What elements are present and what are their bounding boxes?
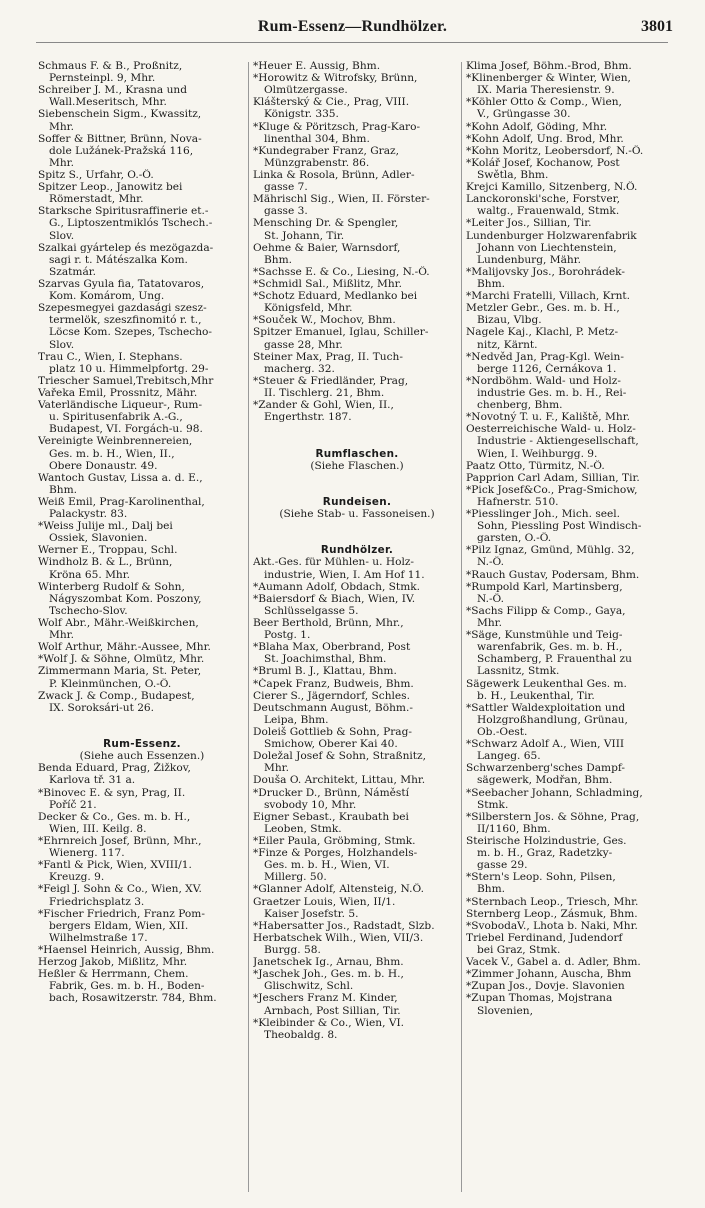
entry-line: Stmk. — [477, 798, 509, 811]
entry-line: Arnbach, Post Sillian, Tir. — [264, 1004, 401, 1017]
entry-line: Eigner Sebast., Kraubath bei — [253, 810, 409, 823]
entry-line: Deutschmann August, Böhm.- — [253, 701, 413, 714]
entry-line: Oehme & Baier, Warnsdorf, — [253, 241, 401, 254]
entry-line: N.-Ö. — [477, 592, 504, 605]
entry-line: *SvobodaV., Lhota b. Naki, Mhr. — [466, 919, 638, 932]
entry-line: Burgg. 58. — [264, 943, 321, 956]
entry-line: Mhr. — [477, 617, 502, 630]
column-divider — [461, 62, 462, 1192]
entry-line: *Köhler Otto & Comp., Wien, — [466, 96, 622, 109]
entry-line: Lundenburger Holzwarenfabrik — [466, 229, 637, 242]
entry-line: Palackystr. 83. — [49, 508, 128, 521]
entry-line: Postg. 1. — [264, 629, 311, 642]
entry-line: macherg. 32. — [264, 362, 335, 375]
entry-line: *Jeschers Franz M. Kinder, — [253, 992, 398, 1005]
entry-line: Tschecho-Slov. — [49, 604, 128, 617]
entry-line: *Klinenberger & Winter, Wien, — [466, 72, 631, 85]
entry-line: *Säge, Kunstmühle und Teig- — [466, 629, 623, 642]
entry-line: G., Liptoszentmiklós Tschech.- — [49, 217, 213, 230]
entry-line: dole Lužánek-Pražská 116, — [49, 144, 194, 157]
entry-line: *Aumann Adolf, Obdach, Stmk. — [253, 580, 421, 593]
section-heading: Rum-Essenz. — [103, 738, 181, 751]
entry-line: nitz, Kärnt. — [477, 338, 538, 351]
entry-line: gasse 3. — [264, 205, 308, 218]
entry-line: *Pilz Ignaz, Gmünd, Mühlg. 32, — [466, 544, 635, 557]
entry-line: Nágyszombat Kom. Poszony, — [49, 592, 202, 605]
entry-line: *Kluge & Pöritzsch, Prag-Karo- — [253, 120, 421, 133]
entry-line: *Piesslinger Joh., Mich. seel. — [466, 508, 621, 521]
entry-line: *Finze & Porges, Holzhandels- — [253, 847, 418, 860]
entry-line: *Heuer E. Aussig, Bhm. — [253, 60, 381, 72]
entry-line: Heßler & Herrmann, Chem. — [38, 968, 189, 981]
entry-line: *Bruml B. J., Klattau, Bhm. — [253, 665, 397, 678]
entry-line: Johann von Liechtenstein, — [477, 241, 617, 254]
page-header — [0, 14, 705, 40]
entry-line: Szatmár. — [49, 265, 97, 278]
entry-line: Lundenburg, Mähr. — [477, 253, 581, 266]
entry-line: gasse 28, Mhr. — [264, 338, 343, 351]
page-number: 3801 — [641, 18, 673, 35]
entry-line: Pernsteinpl. 9, Mhr. — [49, 72, 156, 85]
entry-line: Vařeka Emil, Prossnitz, Mähr. — [38, 386, 198, 399]
spacer — [253, 435, 461, 447]
entry-line: Vereinigte Weinbrennereien, — [38, 435, 193, 448]
column-1 — [38, 60, 246, 1005]
entry-line: Leipa, Bhm. — [264, 713, 329, 726]
entry-line: gasse 7. — [264, 181, 308, 194]
entry-line: *Kohn Adolf, Göding, Mhr. — [466, 120, 608, 133]
entry-line: *Ehrnreich Josef, Brünn, Mhr., — [38, 835, 202, 847]
entry-line: P. Kleinmünchen, O.-Ö. — [49, 677, 172, 690]
header-rule — [36, 42, 668, 43]
entry-line: Triebel Ferdinand, Judendorf — [466, 931, 623, 944]
entry-line: Slov. — [49, 229, 75, 242]
entry-line: Wantoch Gustav, Lissa a. d. E., — [38, 471, 203, 484]
section-note: (Siehe Stab- u. Fassoneisen.) — [279, 508, 435, 521]
entry-line: Schlüsselgasse 5. — [264, 604, 359, 617]
entry-line: Siebenschein Sigm., Kwassitz, — [38, 108, 202, 121]
spacer — [253, 484, 461, 496]
entry-line: Schmaus F. & B., Proßnitz, — [38, 60, 183, 72]
entry-line: Leoben, Stmk. — [264, 822, 342, 835]
entry-line: *Malijovsky Jos., Borohrádek- — [466, 265, 625, 278]
entry-line: sägewerk, Modřan, Bhm. — [477, 774, 613, 787]
entry-line: Hafnerstr. 510. — [477, 495, 559, 508]
entry-line: Szalkai gyártelep és mezögazda- — [38, 241, 214, 254]
entry-line: Königsfeld, Mhr. — [264, 302, 353, 315]
entry-line: *Zimmer Johann, Auscha, Bhm — [466, 968, 632, 981]
entry-line: *Rumpold Karl, Martinsberg, — [466, 580, 623, 593]
entry-line: Münzgrabenstr. 86. — [264, 156, 370, 169]
entry-line: termelök, szeszfinomitó r. t., — [49, 314, 202, 327]
entry-line: Ossiek, Slavonien. — [49, 532, 148, 545]
entry-line: *Pick Josef&Co., Prag-Smichow, — [466, 483, 638, 496]
entry-line: Wall.Meseritsch, Mhr. — [49, 96, 167, 109]
spacer — [38, 714, 246, 726]
entry-line: Lassnitz, Stmk. — [477, 665, 560, 678]
entry-line: Kom. Komárom, Ung. — [49, 290, 165, 303]
entry-line: Lanckoronski'sche, Forstver, — [466, 193, 620, 206]
entry-line: Löcse Kom. Szepes, Tschecho- — [49, 326, 213, 339]
entry-line: Metzler Gebr., Ges. m. b. H., — [466, 302, 620, 315]
entry-line: Windholz B. & L., Brünn, — [38, 556, 173, 569]
entry-line: *Zupan Thomas, Mojstrana — [466, 992, 613, 1005]
entry-line: waltg., Frauenwald, Stmk. — [477, 205, 620, 218]
entry-line: Schwarzenberg'sches Dampf- — [466, 762, 625, 775]
entry-line: Graetzer Louis, Wien, II/1. — [253, 895, 396, 908]
entry-line: Mensching Dr. & Spengler, — [253, 217, 399, 230]
entry-line: berge 1126, Černákova 1. — [477, 362, 617, 375]
entry-line: Olmützergasse. — [264, 84, 348, 97]
entry-line: linenthal 304, Bhm. — [264, 132, 370, 145]
entry-line: Doležal Josef & Sohn, Straßnitz, — [253, 750, 427, 763]
entry-line: Glischwitz, Schl. — [264, 980, 354, 993]
entry-line: bach, Rosawitzerstr. 784, Bhm. — [49, 992, 217, 1005]
entry-line: Oesterreichische Wald- u. Holz- — [466, 423, 636, 436]
entry-line: Bhm. — [49, 483, 78, 496]
column-3 — [466, 60, 674, 1017]
entry-line: Krejci Kamillo, Sitzenberg, N.Ö. — [466, 181, 638, 194]
entry-line: *Sattler Waldexploitation und — [466, 701, 626, 714]
entry-line: Janetschek Ig., Arnau, Bhm. — [253, 956, 404, 969]
entry-line: Bhm. — [264, 253, 293, 266]
entry-line: Wolf Abr., Mähr.-Weißkirchen, — [38, 617, 199, 630]
entry-line: Winterberg Rudolf & Sohn, — [38, 580, 185, 593]
entry-line: *Silberstern Jos. & Söhne, Prag, — [466, 810, 640, 823]
entry-line: Holzgroßhandlung, Grünau, — [477, 713, 628, 726]
entry-line: *Zupan Jos., Dovje. Slavonien — [466, 980, 625, 993]
entry-line: *Weiss Julije ml., Dalj bei — [38, 520, 173, 533]
entry-line: *Horowitz & Witrofsky, Brünn, — [253, 72, 418, 85]
entry-line: *Steuer & Friedländer, Prag, — [253, 374, 409, 387]
entry-line: Papprion Carl Adam, Sillian, Tir. — [466, 471, 640, 484]
entry-line: Steirische Holzindustrie, Ges. — [466, 835, 627, 847]
entry-line: Mhr. — [264, 762, 289, 775]
entry-line: *Souček W., Mochov, Bhm. — [253, 314, 396, 327]
entry-line: Ob.-Oest. — [477, 726, 528, 739]
section-heading: Rundeisen. — [322, 495, 392, 508]
entry-line: *Fantl & Pick, Wien, XVIII/1. — [38, 859, 192, 872]
entry-line: Decker & Co., Ges. m. b. H., — [38, 810, 191, 823]
page-title: Rum-Essenz—Rundhölzer. — [257, 18, 448, 35]
entry-line: *Fischer Friedrich, Franz Pom- — [38, 907, 205, 920]
entry-line: Klima Josef, Böhm.-Brod, Bhm. — [466, 60, 632, 72]
entry-line: Soffer & Bittner, Brünn, Nova- — [38, 132, 202, 145]
entry-line: Weiß Emil, Prag-Karolinenthal, — [38, 495, 205, 508]
entry-line: V., Grüngasse 30. — [477, 108, 571, 121]
entry-line: Poříč 21. — [49, 798, 97, 811]
entry-line: warenfabrik, Ges. m. b. H., — [477, 641, 623, 654]
entry-line: *Seebacher Johann, Schladming, — [466, 786, 643, 799]
entry-line: Wienerg. 117. — [49, 847, 125, 860]
entry-line: *Schotz Eduard, Medlanko bei — [253, 290, 418, 303]
entry-line: St. Joachimsthal, Bhm. — [264, 653, 387, 666]
entry-line: *Kohn Moritz, Leobersdorf, N.-Ö. — [466, 144, 644, 157]
section-heading: Rundhölzer. — [320, 544, 394, 557]
entry-line: Schreiber J. M., Krasna und — [38, 84, 187, 97]
entry-line: *Habersatter Jos., Radstadt, Slzb. — [253, 919, 435, 932]
spacer — [253, 472, 461, 484]
entry-line: Engerthstr. 187. — [264, 411, 352, 424]
column-2 — [253, 60, 461, 1041]
entry-line: *Feigl J. Sohn & Co., Wien, XV. — [38, 883, 202, 896]
entry-line: IX. Maria Theresienstr. 9. — [477, 84, 615, 97]
entry-line: *Nedvěd Jan, Prag-Kgl. Wein- — [466, 350, 624, 363]
entry-line: *Schmidl Sal., Mißlitz, Mhr. — [253, 277, 402, 290]
entry-line: *Nordböhm. Wald- und Holz- — [466, 374, 621, 387]
entry-line: *Sternbach Leop., Triesch, Mhr. — [466, 895, 639, 908]
entry-line: svobody 10, Mhr. — [264, 798, 357, 811]
entry-line: N.-Ö. — [477, 556, 504, 569]
entry-line: Douša O. Architekt, Littau, Mhr. — [253, 774, 426, 787]
entry-line: Cierer S., Jägerndorf, Schles. — [253, 689, 410, 702]
entry-line: Fabrik, Ges. m. b. H., Boden- — [49, 980, 205, 993]
entry-line: *Sachs Filipp & Comp., Gaya, — [466, 604, 626, 617]
entry-line: *Stern's Leop. Sohn, Pilsen, — [466, 871, 616, 884]
entry-line: Klášterský & Cie., Prag, VIII. — [253, 96, 410, 109]
entry-line: II. Tischlerg. 21, Bhm. — [264, 386, 385, 399]
entry-line: bei Graz, Stmk. — [477, 943, 561, 956]
entry-line: Bizau, Vlbg. — [477, 314, 542, 327]
entry-line: Kreuzg. 9. — [49, 871, 105, 884]
section-note: (Siehe auch Essenzen.) — [79, 750, 205, 763]
entry-line: Friedrichsplatz 3. — [49, 895, 145, 908]
entry-line: b. H., Leukenthal, Tir. — [477, 689, 595, 702]
entry-line: *Rauch Gustav, Podersam, Bhm. — [466, 568, 640, 581]
entry-line: Zimmermann Maria, St. Peter, — [38, 665, 202, 678]
entry-line: Wien, I. Weihburgg. 9. — [477, 447, 598, 460]
entry-line: *Jaschek Joh., Ges. m. b. H., — [253, 968, 404, 981]
entry-line: *Sachsse E. & Co., Liesing, N.-Ö. — [253, 265, 430, 278]
entry-line: Slov. — [49, 338, 75, 351]
entry-line: Mhr. — [49, 120, 74, 133]
entry-line: Zwack J. & Comp., Budapest, — [38, 689, 195, 702]
entry-line: sagi r. t. Mátészalka Kom. — [49, 253, 188, 266]
entry-line: Millerg. 50. — [264, 871, 327, 884]
entry-line: Obere Donaustr. 49. — [49, 459, 158, 472]
entry-line: bergers Eldam, Wien, XII. — [49, 919, 189, 932]
entry-line: Langeg. 65. — [477, 750, 541, 763]
entry-line: Akt.-Ges. für Mühlen- u. Holz- — [253, 556, 414, 569]
entry-line: chenberg, Bhm. — [477, 399, 563, 412]
entry-line: *Binovec E. & syn, Prag, II. — [38, 786, 186, 799]
entry-line: *Marchi Fratelli, Villach, Krnt. — [466, 290, 631, 303]
entry-line: Szepesmegyei gazdasági szesz- — [38, 302, 207, 315]
entry-line: Nagele Kaj., Klachl, P. Metz- — [466, 326, 619, 339]
entry-line: Schamberg, P. Frauenthal zu — [477, 653, 632, 666]
entry-line: IX. Soroksári-ut 26. — [49, 701, 155, 714]
entry-line: Wilhelmstraße 17. — [49, 931, 148, 944]
entry-line: *Kohn Adolf, Ung. Brod, Mhr. — [466, 132, 624, 145]
entry-line: Wien, III. Keilg. 8. — [49, 822, 147, 835]
entry-line: Spitzer Emanuel, Iglau, Schiller- — [253, 326, 429, 339]
entry-line: Trau C., Wien, I. Stephans. — [38, 350, 183, 363]
entry-line: garsten, O.-Ö. — [477, 532, 552, 545]
entry-line: Spitz S., Urfahr, O.-Ö. — [38, 168, 154, 181]
entry-line: Herbatschek Wilh., Wien, VII/3. — [253, 931, 424, 944]
entry-line: Paatz Otto, Türmitz, N.-Ö. — [466, 459, 605, 472]
entry-line: *Glanner Adolf, Altensteig, N.Ö. — [253, 883, 424, 896]
entry-line: Bhm. — [477, 277, 506, 290]
entry-line: Slovenien, — [477, 1004, 533, 1017]
entry-line: *Kleibinder & Co., Wien, VI. — [253, 1016, 405, 1029]
entry-line: platz 10 u. Himmelpfortg. 29- — [49, 362, 209, 375]
entry-line: Wolf Arthur, Mähr.-Aussee, Mhr. — [38, 641, 211, 654]
entry-line: u. Spiritusenfabrik A.-G., — [49, 411, 183, 424]
entry-line: Sägewerk Leukenthal Ges. m. — [466, 677, 627, 690]
entry-line: Spitzer Leop., Janowitz bei — [38, 181, 183, 194]
entry-line: Mhr. — [49, 156, 74, 169]
entry-line: Sohn, Piessling Post Windisch- — [477, 520, 642, 533]
entry-line: *Haensel Heinrich, Aussig, Bhm. — [38, 943, 215, 956]
entry-line: Karlova tř. 31 a. — [49, 774, 136, 787]
entry-line: Werner E., Troppau, Schl. — [38, 544, 178, 557]
entry-line: Mährischl Sig., Wien, II. Förster- — [253, 193, 430, 206]
entry-line: Beer Berthold, Brünn, Mhr., — [253, 617, 404, 630]
column-divider — [248, 62, 249, 1192]
section-note: (Siehe Flaschen.) — [310, 459, 404, 472]
entry-line: Römerstadt, Mhr. — [49, 193, 144, 206]
entry-line: *Blaha Max, Oberbrand, Post — [253, 641, 411, 654]
entry-line: Ges. m. b. H., Wien, VI. — [264, 859, 390, 872]
entry-line: *Zander & Gohl, Wien, II., — [253, 399, 394, 412]
entry-line: industrie Ges. m. b. H., Rei- — [477, 386, 627, 399]
entry-line: Königstr. 335. — [264, 108, 339, 121]
entry-line: *Drucker D., Brünn, Náměstí — [253, 786, 409, 799]
entry-line: *Schwarz Adolf A., Wien, VIII — [466, 738, 625, 751]
entry-line: Linka & Rosola, Brünn, Adler- — [253, 168, 415, 181]
entry-line: *Leiter Jos., Sillian, Tir. — [466, 217, 592, 230]
entry-line: gasse 29. — [477, 859, 528, 872]
entry-line: *Kolář Josef, Kochanow, Post — [466, 156, 620, 169]
entry-line: Kaiser Josefstr. 5. — [264, 907, 359, 920]
entry-line: Doleiš Gottlieb & Sohn, Prag- — [253, 726, 412, 739]
entry-line: industrie, Wien, I. Am Hof 11. — [264, 568, 425, 581]
spacer — [253, 423, 461, 435]
spacer — [253, 532, 461, 544]
entry-line: Mhr. — [49, 629, 74, 642]
entry-line: *Wolf J. & Söhne, Olmütz, Mhr. — [38, 653, 205, 666]
entry-line: Theobaldg. 8. — [264, 1028, 338, 1041]
entry-line: Swětla, Bhm. — [477, 168, 549, 181]
entry-line: Herzog Jakob, Mißlitz, Mhr. — [38, 956, 188, 969]
entry-line: Budapest, VI. Forgách-u. 98. — [49, 423, 203, 436]
entry-line: *Eiler Paula, Gröbming, Stmk. — [253, 835, 416, 847]
entry-line: Ges. m. b. H., Wien, II., — [49, 447, 175, 460]
entry-line: *Baiersdorf & Biach, Wien, IV. — [253, 592, 416, 605]
entry-line: *Čapek Franz, Budweis, Bhm. — [253, 677, 414, 690]
entry-line: Szarvas Gyula fia, Tatatovaros, — [38, 277, 205, 290]
entry-line: Steiner Max, Prag, II. Tuch- — [253, 350, 403, 363]
entry-line: Bhm. — [477, 883, 506, 896]
entry-line: m. b. H., Graz, Radetzky- — [477, 847, 613, 860]
entry-line: Industrie - Aktiengesellschaft, — [477, 435, 639, 448]
entry-line: Vaterländische Liqueur-, Rum- — [38, 399, 203, 412]
entry-line: Starksche Spiritusraffinerie et.- — [38, 205, 209, 218]
spacer — [38, 726, 246, 738]
entry-line: *Kundegraber Franz, Graz, — [253, 144, 399, 157]
entry-line: Benda Eduard, Prag, Žižkov, — [38, 762, 191, 775]
spacer — [253, 520, 461, 532]
entry-line: Triescher Samuel,Trebitsch,Mhr — [38, 374, 214, 387]
entry-line: Vacek V., Gabel a. d. Adler, Bhm. — [466, 956, 641, 969]
section-heading: Rumflaschen. — [315, 447, 399, 460]
entry-line: Sternberg Leop., Zásmuk, Bhm. — [466, 907, 638, 920]
entry-line: II/1160, Bhm. — [477, 822, 551, 835]
entry-line: St. Johann, Tir. — [264, 229, 345, 242]
entry-line: Kröna 65. Mhr. — [49, 568, 131, 581]
entry-line: *Novotný T. u. F., Kaliště, Mhr. — [466, 411, 630, 424]
entry-line: Smichow, Oberer Kai 40. — [264, 738, 398, 751]
